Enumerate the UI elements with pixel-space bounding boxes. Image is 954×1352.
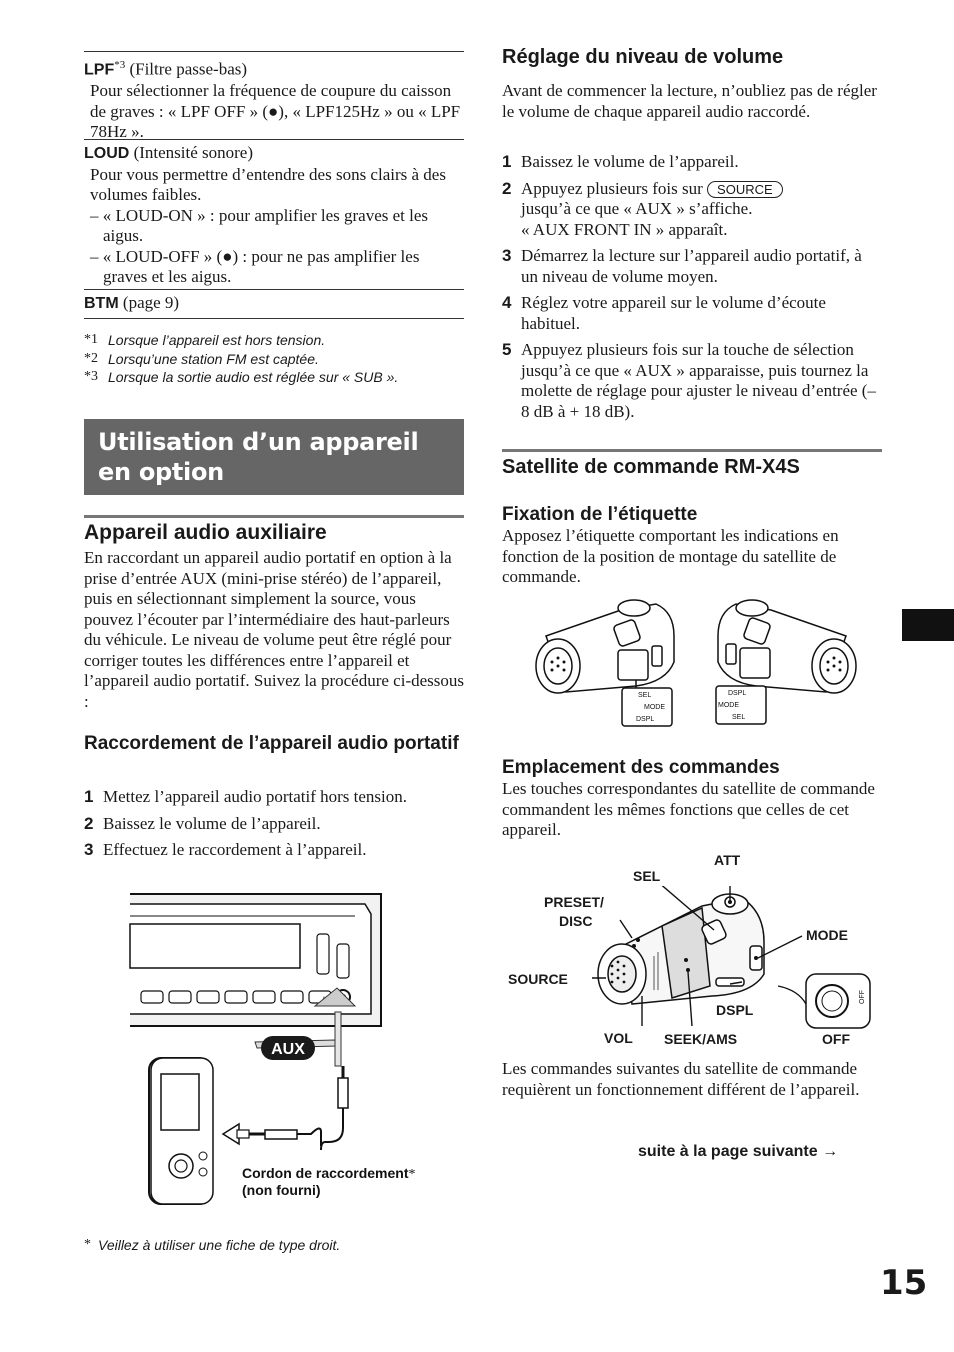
connect-title: Raccordement de l’appareil audio portatif [84,733,459,754]
satellite-title: Satellite de commande RM-X4S [502,456,800,478]
step-number: 3 [84,840,94,859]
cord-label-star: * [408,1167,416,1182]
different-operation-body: Les commandes suivantes du satellite de commande requièrent un fonctionnement différent de l’appareil. [502,1059,860,1099]
bottom-footnote-mark: * [84,1237,91,1252]
step-number: 1 [502,152,512,171]
source-label: SOURCE [508,971,568,987]
att-label: ATT [714,852,741,868]
seek-ams-label: SEEK/AMS [664,1031,738,1047]
remote-commander-icon [598,894,764,1004]
sticker-left-label: SEL [638,692,652,699]
step-number: 2 [502,178,512,198]
step-item [502,152,882,173]
continued-text: suite à la page suivante [638,1143,818,1160]
btm-entry [84,289,464,319]
aux-title: Appareil audio auxiliaire [84,521,327,544]
loud-on-option: – « LOUD-ON » : pour amplifier les graves et les aigus. [90,205,429,245]
cord-label-text: Cordon de raccordement [242,1165,409,1181]
label-title: Fixation de l’étiquette [502,504,698,525]
controls-body: Les touches correspondantes du satellite de commande commandent les mêmes fonctions que celles de cet appareil. [502,779,875,839]
aux-badge-label: AUX [271,1041,305,1058]
step-number: 2 [84,813,94,833]
source-button-label: SOURCE [707,181,783,198]
loud-off-option: – « LOUD-OFF » (●) : pour ne pas amplifier les graves et les aigus. [90,246,420,286]
step-number: 4 [502,293,512,312]
btm-keyword: BTM [84,295,119,312]
step-number: 3 [502,246,512,265]
step-item [502,340,882,422]
sel-label: SEL [633,868,661,884]
lpf-description: Pour sélectionner la fréquence de coupure du caisson de graves : « LPF OFF » (●), « LPF125Hz » ou « LPF 78Hz ». [90,81,461,142]
footnote-mark: *3 [84,369,98,384]
lpf-entry [84,51,464,146]
off-button-inset-icon [806,974,870,1028]
arrow-right-icon: → [822,1143,839,1160]
cord-label-note: (non fourni) [242,1182,321,1198]
section-rule [502,449,882,452]
step-text: Baissez le volume de l’appareil. [521,152,739,171]
label-attachment-illustration [526,596,866,730]
step-text-part: « AUX FRONT IN » apparaît. [521,219,728,239]
dspl-label: DSPL [716,1002,754,1018]
lpf-keyword: LPF [84,61,115,79]
connect-steps [84,787,464,861]
step-text [521,179,783,241]
step-text: Appuyez plusieurs fois sur la touche de sélection jusqu’à ce que « AUX » apparaisse, puis tournez la molette de réglage pour ajuster le niveau d’entrée (– 8 dB à + 18 dB). [521,340,876,421]
sticker-right-label: MODE [718,702,739,709]
section-rule [84,515,464,518]
cable-icon [223,1066,348,1150]
loud-heading: (Intensité sonore) [129,143,254,162]
controls-title: Emplacement des commandes [502,757,780,778]
volume-steps [502,152,882,422]
footnote-text: Lorsque la sortie audio est réglée sur « SUB ». [108,369,399,385]
btm-heading: (page 9) [118,293,180,312]
off-inset-label: OFF [859,990,866,1004]
preset-label: PRESET/ [544,894,604,910]
loud-description: Pour vous permettre d’entendre des sons clairs à des volumes faibles. [90,164,446,204]
footnote [84,368,464,387]
aux-body: En raccordant un appareil audio portatif en option à la prise d’entrée AUX (mini-prise stéréo) de l’appareil, puis en sélectionnant simplement la source, vous pouvez l’écouter par l’intermédiaire des haut-parleurs du véhicule. Le niveau de volume peut être réglé pour corriger toutes les différences entre l’appareil et l’appareil audio portatif. Suivez la procédure ci-dessous : [84,548,465,711]
vol-label: VOL [604,1030,633,1046]
cord-label [242,1165,415,1182]
bottom-footnote [84,1236,504,1255]
mode-label: MODE [806,927,848,943]
volume-title: Réglage du niveau de volume [502,46,784,68]
sticker-right-label: SEL [732,714,746,721]
step-item [502,246,882,287]
footnotes [84,331,464,387]
sticker-right-label: DSPL [728,690,747,697]
step-number: 1 [84,787,94,806]
section-tab-marker [902,609,954,641]
step-text: Réglez votre appareil sur le volume d’écoute habituel. [521,293,826,333]
step-item [84,814,464,835]
footnote-text: Lorsque l’appareil est hors tension. [108,332,326,348]
remote-controls-illustration [592,886,882,1046]
portable-player-icon [149,1058,213,1204]
step-text-part: Appuyez plusieurs fois sur [521,178,708,198]
page-number: 15 [880,1263,928,1303]
footnote-text: Lorsqu’une station FM est captée. [108,350,319,367]
footnote [84,350,464,369]
label-body: Apposez l’étiquette comportant les indications en fonction de la position de montage du satellite de commande. [502,526,839,586]
off-label: OFF [822,1031,850,1047]
footnote-mark: *2 [84,350,98,366]
step-item [84,787,464,808]
step-text: Effectuez le raccordement à l’appareil. [103,840,367,859]
footnote-mark: *1 [84,332,98,347]
step-item [84,840,464,861]
step-item [502,293,882,334]
section-banner: Utilisation d’un appareil en option [84,419,464,495]
lpf-heading: (Filtre passe-bas) [125,59,248,79]
volume-body: Avant de commencer la lecture, n’oubliez pas de régler le volume de chaque appareil audio raccordé. [502,81,877,121]
step-number: 5 [502,340,512,359]
step-text: Mettez l’appareil audio portatif hors tension. [103,787,408,806]
disc-label: DISC [559,913,593,929]
loud-entry [84,139,464,291]
sticker-left-label: MODE [644,704,665,711]
aux-connection-illustration [125,888,445,1218]
step-item [502,179,882,241]
step-text-part: jusqu’à ce que « AUX » s’affiche. [521,199,753,218]
step-text: Démarrez la lecture sur l’appareil audio portatif, à un niveau de volume moyen. [521,246,862,286]
continued-note [638,1143,838,1161]
lpf-footnote-mark: *3 [114,59,126,71]
loud-keyword: LOUD [84,145,130,162]
footnote [84,331,464,350]
step-text: Baissez le volume de l’appareil. [103,813,321,833]
arrow-up-icon [335,1012,341,1066]
bottom-footnote-text: Veillez à utiliser une fiche de type droit. [98,1237,341,1253]
sticker-left-label: DSPL [636,716,655,723]
